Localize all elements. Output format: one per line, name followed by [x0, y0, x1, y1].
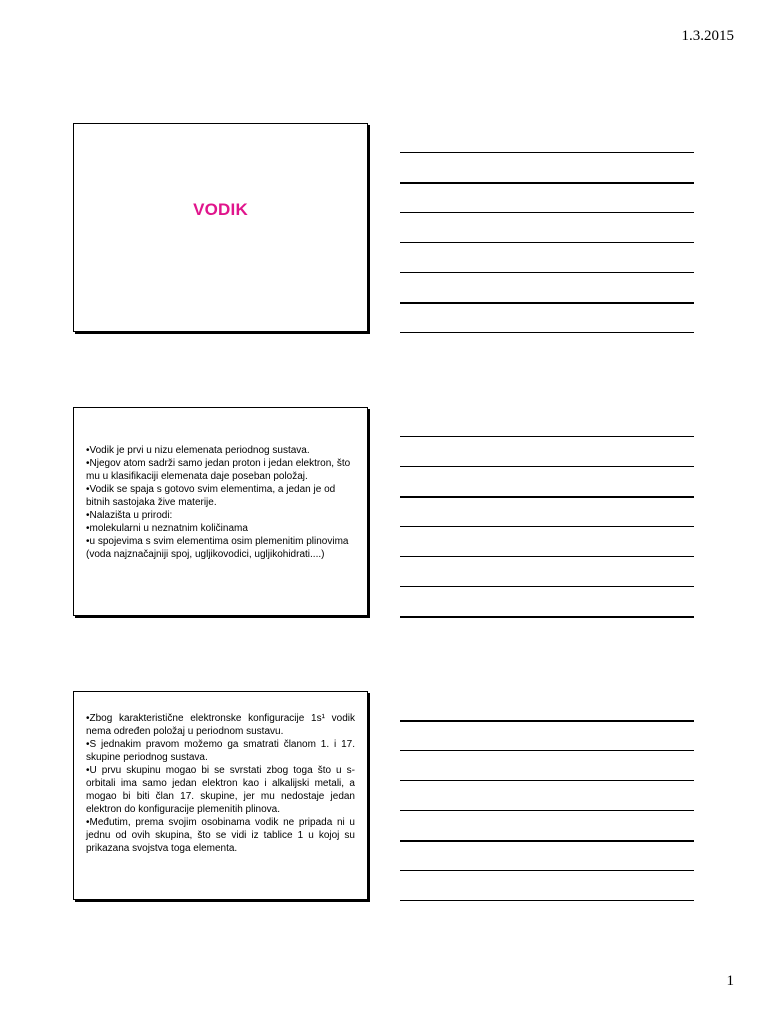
slide-bullet: •S jednakim pravom možemo ga smatrati članom 1. i 17. skupine periodnog sustava. — [86, 739, 358, 763]
notes-lines-1 — [400, 152, 694, 362]
note-line — [400, 780, 694, 810]
notes-lines-2 — [400, 436, 694, 646]
slide-thumbnail-1 — [73, 123, 368, 332]
note-line — [400, 496, 694, 526]
slide-bullet: •Vodik je prvi u nizu elemenata periodnog sustava. — [86, 445, 310, 456]
slide-bullet: •Nalazišta u prirodi: — [86, 510, 173, 521]
note-line — [400, 616, 694, 646]
note-line — [400, 152, 694, 182]
note-line — [400, 840, 694, 870]
slide-bullet: •Zbog karakteristične elektronske konfiguracije 1s¹ vodik nema određen položaj u periodnom sustavu. — [86, 713, 358, 737]
note-line — [400, 586, 694, 616]
slide-bullet: •Njegov atom sadrži samo jedan proton i jedan elektron, što mu u klasifikaciji elemenata daje poseban položaj. — [86, 458, 353, 482]
slide-bullet: •molekularni u neznatnim količinama — [86, 523, 248, 534]
note-line — [400, 436, 694, 466]
note-line — [400, 242, 694, 272]
note-line — [400, 870, 694, 900]
slide-bullet: •Međutim, prema svojim osobinama vodik ne pripada ni u jednu od ovih skupina, što se vidi iz tablice 1 u kojoj su prikazana svojstva toga elementa. — [86, 817, 358, 854]
note-line — [400, 332, 694, 362]
note-line — [400, 900, 694, 930]
note-line — [400, 302, 694, 332]
note-line — [400, 526, 694, 556]
note-line — [400, 720, 694, 750]
note-line — [400, 272, 694, 302]
page-number: 1 — [726, 973, 734, 989]
slide-body — [86, 444, 355, 561]
note-line — [400, 182, 694, 212]
note-line — [400, 556, 694, 586]
slide-title: VODIK — [193, 200, 248, 219]
slide-bullet: •u spojevima s svim elementima osim plemenitim plinovima (voda najznačajniji spoj, ugljikovodici, ugljikohidrati....) — [86, 536, 352, 560]
note-line — [400, 466, 694, 496]
slide-thumbnail-3 — [73, 691, 368, 900]
slide-thumbnail-2 — [73, 407, 368, 616]
document-date: 1.3.2015 — [681, 28, 734, 44]
note-line — [400, 810, 694, 840]
note-line — [400, 212, 694, 242]
slide-body — [86, 712, 358, 855]
slide-bullet: •U prvu skupinu mogao bi se svrstati zbog toga što u s-orbitali ima samo jedan elektron kao i alkalijski metali, a mogao bi biti član 17. skupine, jer mu nedostaje jedan elektron do konfiguracije plemenitih plinova. — [86, 765, 358, 815]
note-line — [400, 750, 694, 780]
notes-lines-3 — [400, 720, 694, 930]
slide-bullet: •Vodik se spaja s gotovo svim elementima, a jedan je od bitnih sastojaka žive materije. — [86, 484, 338, 508]
